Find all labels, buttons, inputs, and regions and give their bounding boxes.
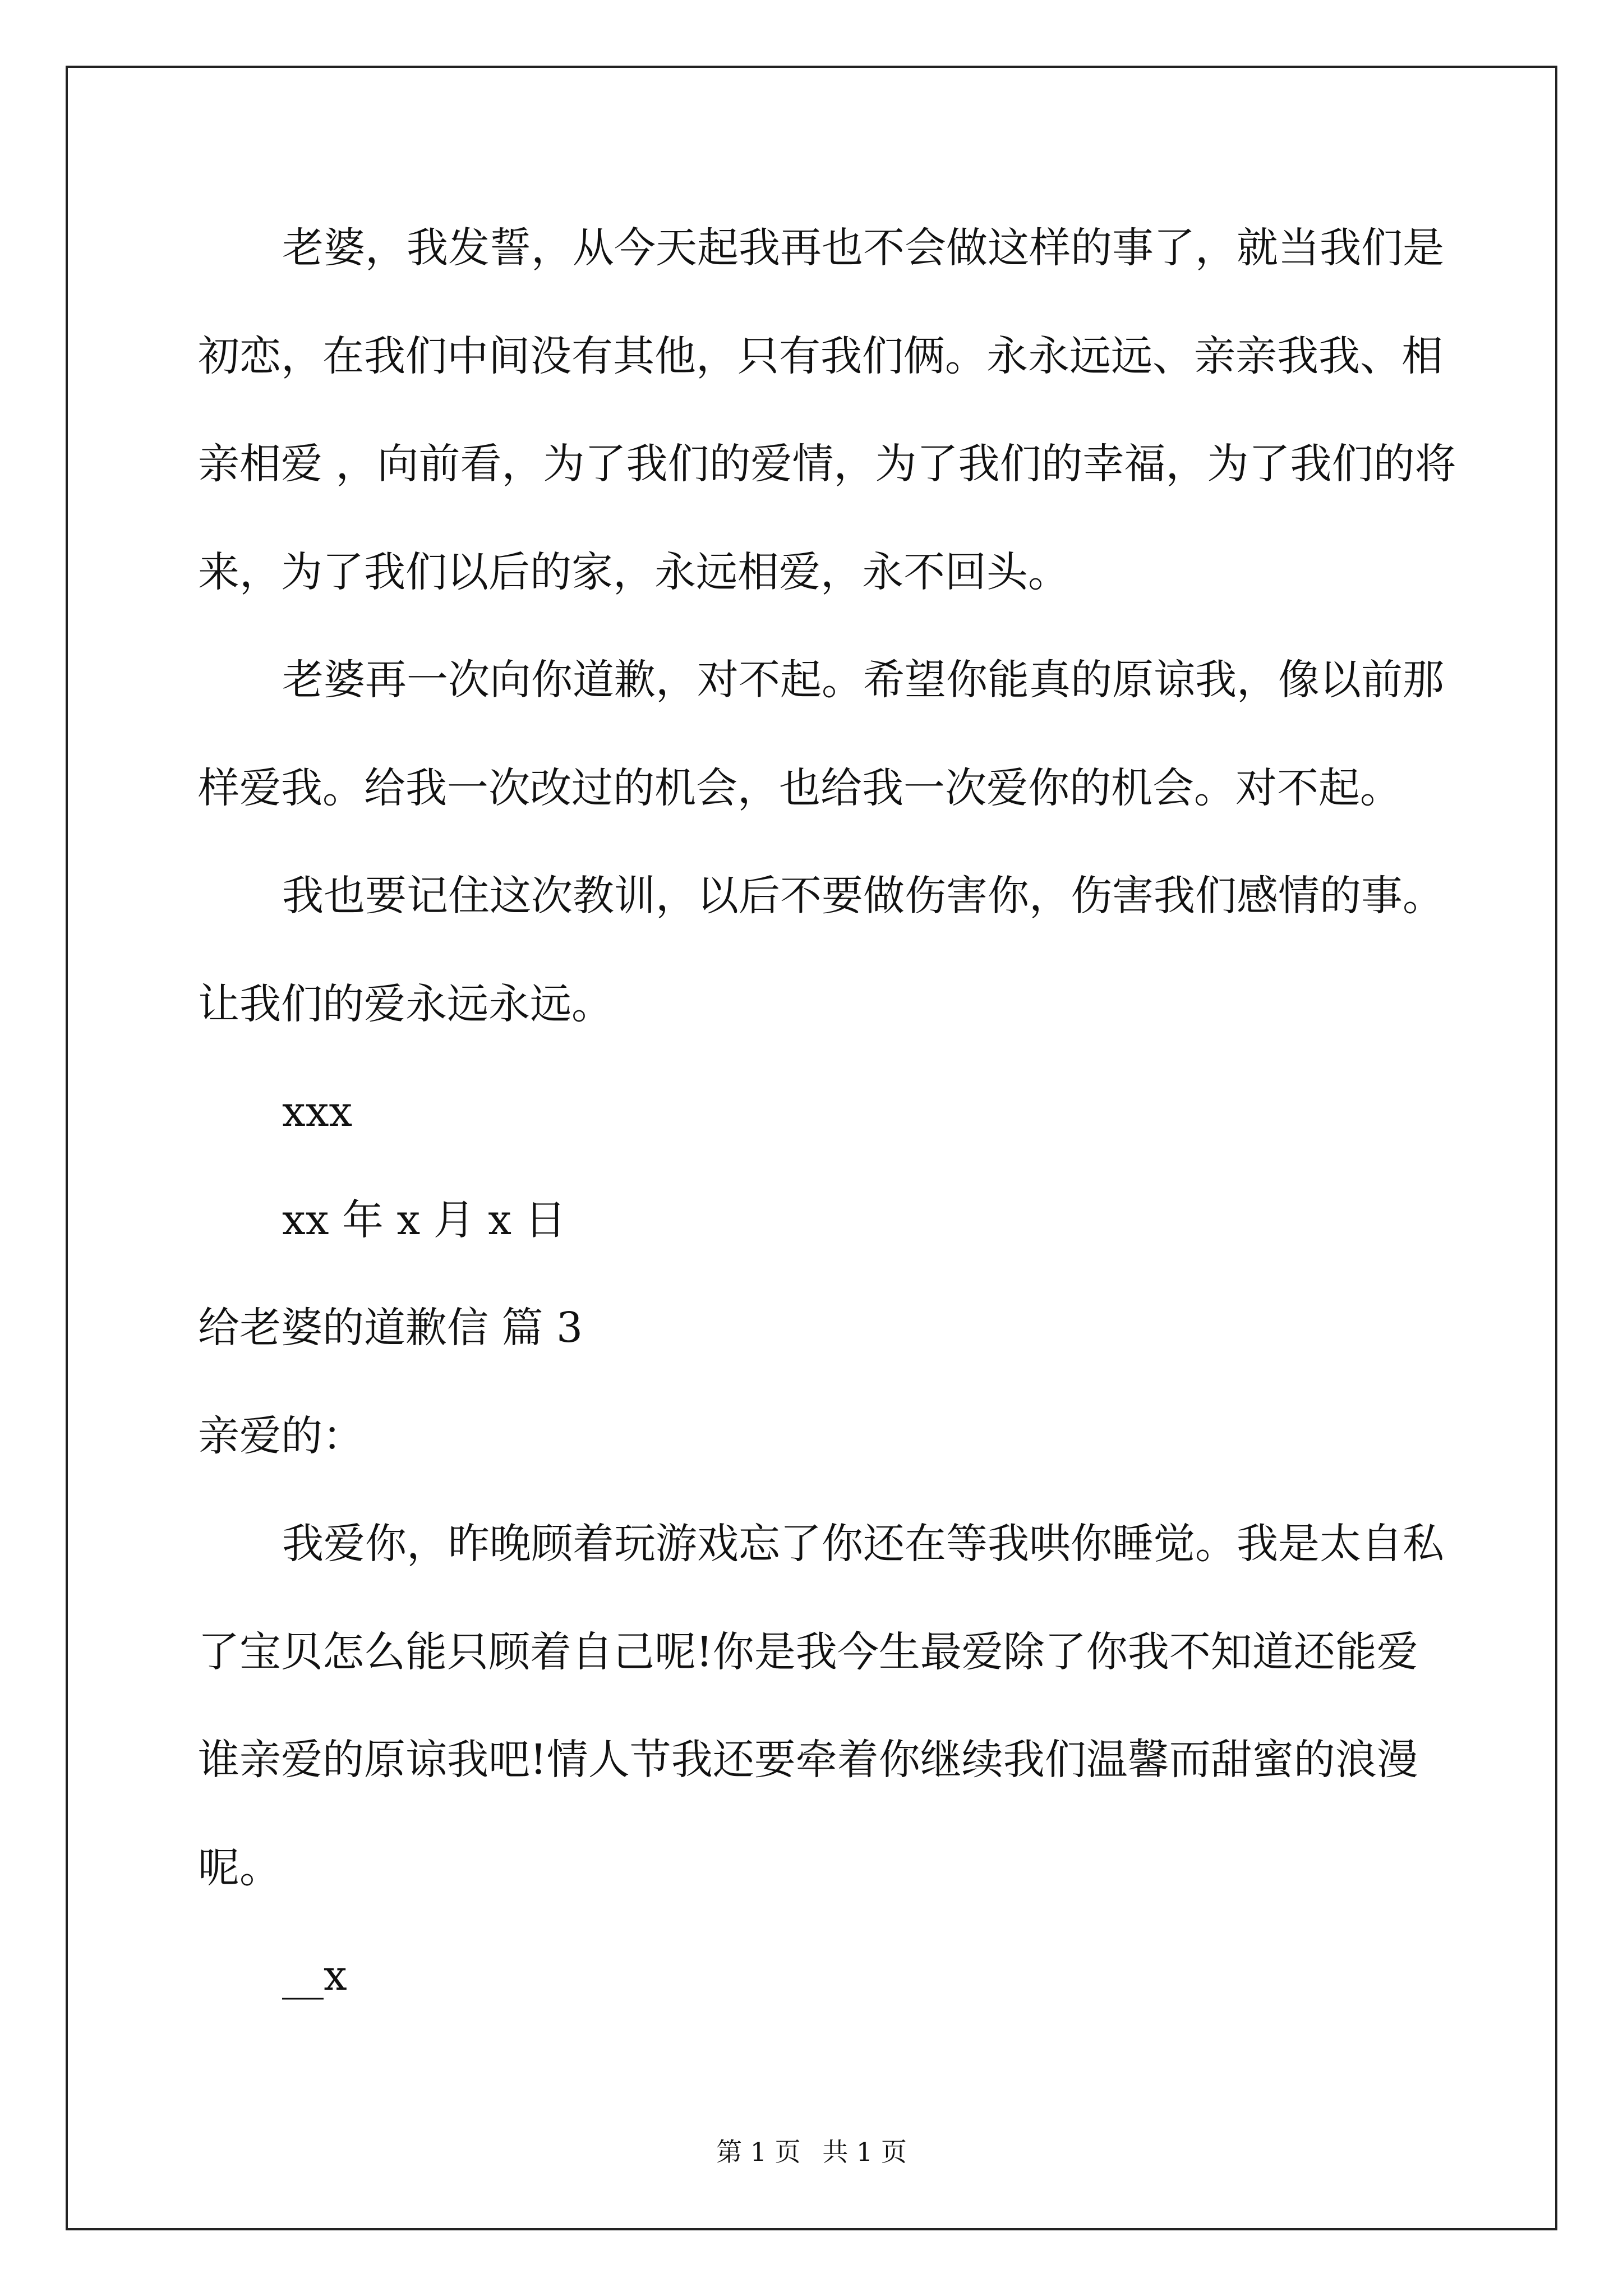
line-7: 我也要记住这次教训，以后不要做伤害你，伤害我们感情的事。 — [282, 872, 1444, 920]
page-number: 第 1 页 — [716, 2137, 801, 2167]
line-6: 样爱我。给我一次改过的机会，也给我一次爱你的机会。对不起。 — [198, 764, 1401, 812]
line-12: 亲爱的： — [198, 1412, 364, 1460]
line-2: 初恋，在我们中间没有其他，只有我们俩。永永远远、亲亲我我、相 — [198, 332, 1443, 380]
line-17: __x — [282, 1952, 347, 2000]
line-13: 我爱你，昨晚顾着玩游戏忘了你还在等我哄你睡觉。我是太自私 — [282, 1520, 1444, 1568]
page-border — [66, 66, 1557, 2230]
line-14: 了宝贝怎么能只顾着自己呢!你是我今生最爱除了你我不知道还能爱 — [198, 1628, 1418, 1676]
line-15: 谁亲爱的原谅我吧!情人节我还要牵着你继续我们温馨而甜蜜的浪漫 — [198, 1736, 1418, 1784]
line-4: 来，为了我们以后的家，永远相爱，永不回头。 — [198, 548, 1069, 596]
line-5: 老婆再一次向你道歉，对不起。希望你能真的原谅我，像以前那 — [282, 656, 1444, 704]
line-16: 呢。 — [198, 1844, 281, 1892]
line-3: 亲相爱 ，向前看，为了我们的爱情，为了我们的幸福，为了我们的将 — [198, 440, 1456, 488]
line-10: xx 年 x 月 x 日 — [282, 1196, 566, 1244]
page-total: 共 1 页 — [822, 2137, 907, 2167]
line-9: xxx — [282, 1088, 353, 1136]
line-1: 老婆，我发誓，从今天起我再也不会做这样的事了，就当我们是 — [282, 224, 1444, 272]
line-8: 让我们的爱永远永远。 — [198, 980, 613, 1028]
section-heading: 给老婆的道歉信 篇 3 — [198, 1304, 583, 1352]
page-footer — [0, 2132, 1623, 2169]
